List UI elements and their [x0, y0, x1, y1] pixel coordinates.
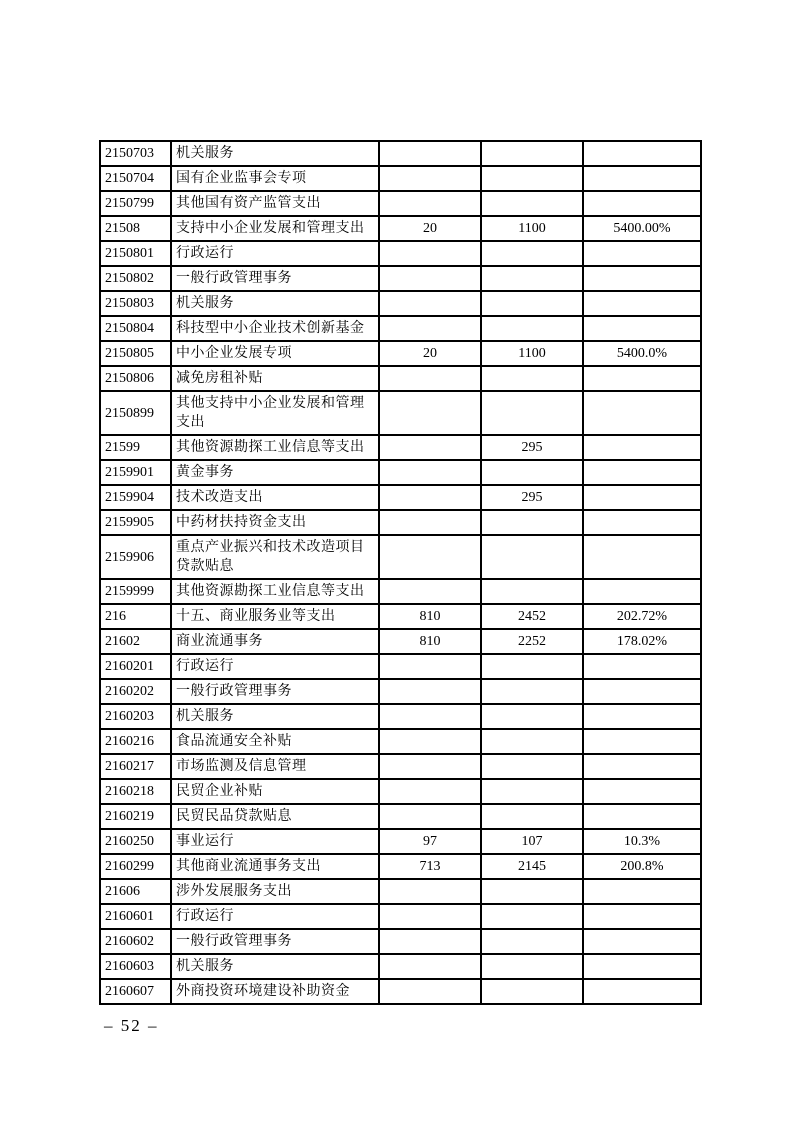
- table-row: [100, 704, 701, 729]
- cell-value-1: [379, 954, 481, 979]
- cell-name: 国有企业监事会专项: [171, 166, 379, 191]
- cell-code: 216: [100, 604, 171, 629]
- cell-code: 2150802: [100, 266, 171, 291]
- cell-value-1: [379, 535, 481, 579]
- cell-name: 其他国有资产监管支出: [171, 191, 379, 216]
- cell-percent: [583, 435, 701, 460]
- cell-value-2: [481, 754, 583, 779]
- cell-value-2: [481, 291, 583, 316]
- cell-value-1: [379, 929, 481, 954]
- cell-percent: [583, 460, 701, 485]
- cell-value-1: [379, 729, 481, 754]
- cell-percent: [583, 879, 701, 904]
- cell-name: 一般行政管理事务: [171, 929, 379, 954]
- cell-name: 行政运行: [171, 241, 379, 266]
- cell-value-1: 810: [379, 629, 481, 654]
- cell-value-2: [481, 804, 583, 829]
- cell-value-2: 1100: [481, 216, 583, 241]
- cell-percent: [583, 804, 701, 829]
- cell-value-1: [379, 510, 481, 535]
- cell-percent: [583, 191, 701, 216]
- cell-name: 商业流通事务: [171, 629, 379, 654]
- cell-value-1: 20: [379, 341, 481, 366]
- cell-value-2: [481, 460, 583, 485]
- cell-name: 其他支持中小企业发展和管理支出: [171, 391, 379, 435]
- cell-percent: [583, 754, 701, 779]
- cell-value-1: 810: [379, 604, 481, 629]
- cell-value-2: [481, 654, 583, 679]
- cell-percent: [583, 241, 701, 266]
- table-row: [100, 804, 701, 829]
- cell-percent: [583, 535, 701, 579]
- cell-percent: [583, 510, 701, 535]
- cell-name: 一般行政管理事务: [171, 266, 379, 291]
- cell-name: 中小企业发展专项: [171, 341, 379, 366]
- cell-code: 2150803: [100, 291, 171, 316]
- cell-percent: [583, 579, 701, 604]
- table-row: [100, 879, 701, 904]
- cell-percent: [583, 904, 701, 929]
- cell-code: 21599: [100, 435, 171, 460]
- table-row: [100, 654, 701, 679]
- cell-value-2: [481, 929, 583, 954]
- table-row: [100, 435, 701, 460]
- cell-code: 2160601: [100, 904, 171, 929]
- cell-code: 2160201: [100, 654, 171, 679]
- cell-value-1: [379, 979, 481, 1004]
- cell-name: 行政运行: [171, 904, 379, 929]
- cell-name: 行政运行: [171, 654, 379, 679]
- cell-code: 2160216: [100, 729, 171, 754]
- cell-value-1: [379, 704, 481, 729]
- table-row: [100, 854, 701, 879]
- cell-percent: 202.72%: [583, 604, 701, 629]
- cell-name: 涉外发展服务支出: [171, 879, 379, 904]
- cell-code: 2160203: [100, 704, 171, 729]
- table-row: [100, 460, 701, 485]
- cell-name: 减免房租补贴: [171, 366, 379, 391]
- cell-name: 民贸企业补贴: [171, 779, 379, 804]
- cell-name: 机关服务: [171, 291, 379, 316]
- cell-value-2: 2452: [481, 604, 583, 629]
- cell-name: 机关服务: [171, 954, 379, 979]
- cell-value-1: [379, 291, 481, 316]
- cell-code: 2160603: [100, 954, 171, 979]
- cell-percent: [583, 141, 701, 166]
- cell-code: 2160219: [100, 804, 171, 829]
- cell-value-2: 295: [481, 485, 583, 510]
- cell-percent: [583, 266, 701, 291]
- cell-value-1: [379, 679, 481, 704]
- page-number: – 52 –: [104, 1016, 159, 1035]
- cell-name: 机关服务: [171, 704, 379, 729]
- cell-code: 2150704: [100, 166, 171, 191]
- cell-value-2: 2252: [481, 629, 583, 654]
- cell-value-2: 295: [481, 435, 583, 460]
- cell-value-2: 107: [481, 829, 583, 854]
- cell-value-2: [481, 391, 583, 435]
- cell-name: 其他商业流通事务支出: [171, 854, 379, 879]
- cell-value-1: [379, 779, 481, 804]
- cell-code: 2160202: [100, 679, 171, 704]
- cell-value-1: [379, 460, 481, 485]
- cell-value-1: [379, 241, 481, 266]
- cell-value-1: [379, 485, 481, 510]
- cell-value-1: [379, 754, 481, 779]
- cell-code: 2150805: [100, 341, 171, 366]
- table-row: [100, 535, 701, 579]
- table-row: [100, 241, 701, 266]
- cell-value-1: [379, 366, 481, 391]
- cell-code: 21508: [100, 216, 171, 241]
- cell-value-2: [481, 579, 583, 604]
- cell-value-2: 2145: [481, 854, 583, 879]
- cell-code: 2160218: [100, 779, 171, 804]
- cell-percent: [583, 729, 701, 754]
- cell-code: 21606: [100, 879, 171, 904]
- table-row: [100, 366, 701, 391]
- cell-code: 2150801: [100, 241, 171, 266]
- cell-value-1: 713: [379, 854, 481, 879]
- table-row: [100, 266, 701, 291]
- table-row: [100, 629, 701, 654]
- cell-value-1: [379, 904, 481, 929]
- cell-percent: 10.3%: [583, 829, 701, 854]
- cell-value-1: [379, 141, 481, 166]
- table-row: [100, 166, 701, 191]
- cell-code: 2160299: [100, 854, 171, 879]
- cell-name: 其他资源勘探工业信息等支出: [171, 579, 379, 604]
- cell-value-1: [379, 879, 481, 904]
- cell-name: 十五、商业服务业等支出: [171, 604, 379, 629]
- cell-percent: [583, 979, 701, 1004]
- cell-code: 2150804: [100, 316, 171, 341]
- cell-code: 2160607: [100, 979, 171, 1004]
- cell-value-1: [379, 579, 481, 604]
- cell-name: 其他资源勘探工业信息等支出: [171, 435, 379, 460]
- cell-value-1: [379, 804, 481, 829]
- cell-name: 外商投资环境建设补助资金: [171, 979, 379, 1004]
- cell-percent: [583, 316, 701, 341]
- table-row: [100, 729, 701, 754]
- cell-percent: [583, 291, 701, 316]
- cell-code: 2150899: [100, 391, 171, 435]
- table-row: [100, 829, 701, 854]
- cell-percent: [583, 704, 701, 729]
- cell-code: 2160602: [100, 929, 171, 954]
- cell-percent: [583, 779, 701, 804]
- cell-name: 一般行政管理事务: [171, 679, 379, 704]
- cell-value-1: [379, 316, 481, 341]
- table-row: [100, 191, 701, 216]
- cell-value-2: [481, 704, 583, 729]
- cell-value-2: [481, 166, 583, 191]
- table-row: [100, 510, 701, 535]
- cell-name: 中药材扶持资金支出: [171, 510, 379, 535]
- cell-percent: [583, 654, 701, 679]
- table-row: [100, 291, 701, 316]
- cell-value-1: [379, 391, 481, 435]
- table-row: [100, 754, 701, 779]
- cell-value-2: [481, 141, 583, 166]
- cell-name: 科技型中小企业技术创新基金: [171, 316, 379, 341]
- table-row: [100, 954, 701, 979]
- cell-percent: [583, 366, 701, 391]
- cell-value-2: [481, 510, 583, 535]
- table-row: [100, 216, 701, 241]
- cell-code: 2150703: [100, 141, 171, 166]
- cell-value-1: [379, 435, 481, 460]
- table-row: [100, 391, 701, 435]
- cell-value-2: [481, 316, 583, 341]
- cell-value-1: 97: [379, 829, 481, 854]
- cell-value-2: [481, 266, 583, 291]
- cell-value-2: [481, 879, 583, 904]
- cell-name: 民贸民品贷款贴息: [171, 804, 379, 829]
- cell-value-2: [481, 366, 583, 391]
- cell-percent: [583, 954, 701, 979]
- cell-percent: 178.02%: [583, 629, 701, 654]
- table-row: [100, 341, 701, 366]
- cell-value-2: [481, 729, 583, 754]
- cell-percent: 5400.00%: [583, 216, 701, 241]
- table-row: [100, 485, 701, 510]
- cell-value-1: [379, 191, 481, 216]
- table-row: [100, 679, 701, 704]
- cell-code: 2159904: [100, 485, 171, 510]
- table-row: [100, 141, 701, 166]
- cell-name: 黄金事务: [171, 460, 379, 485]
- cell-value-2: [481, 679, 583, 704]
- cell-value-2: [481, 954, 583, 979]
- cell-value-2: [481, 535, 583, 579]
- cell-name: 机关服务: [171, 141, 379, 166]
- table-row: [100, 929, 701, 954]
- cell-percent: [583, 485, 701, 510]
- budget-table: [99, 140, 702, 1005]
- cell-name: 食品流通安全补贴: [171, 729, 379, 754]
- cell-code: 21602: [100, 629, 171, 654]
- cell-value-1: 20: [379, 216, 481, 241]
- cell-value-2: [481, 979, 583, 1004]
- cell-code: 2159901: [100, 460, 171, 485]
- cell-value-2: [481, 191, 583, 216]
- cell-code: 2159999: [100, 579, 171, 604]
- cell-percent: [583, 679, 701, 704]
- cell-value-1: [379, 654, 481, 679]
- cell-code: 2150799: [100, 191, 171, 216]
- table-row: [100, 604, 701, 629]
- cell-percent: [583, 391, 701, 435]
- cell-code: 2159906: [100, 535, 171, 579]
- cell-code: 2159905: [100, 510, 171, 535]
- cell-name: 事业运行: [171, 829, 379, 854]
- cell-percent: 5400.0%: [583, 341, 701, 366]
- cell-name: 支持中小企业发展和管理支出: [171, 216, 379, 241]
- cell-code: 2150806: [100, 366, 171, 391]
- cell-value-2: 1100: [481, 341, 583, 366]
- cell-value-2: [481, 779, 583, 804]
- table-row: [100, 579, 701, 604]
- cell-code: 2160250: [100, 829, 171, 854]
- table-row: [100, 779, 701, 804]
- cell-percent: [583, 929, 701, 954]
- cell-value-1: [379, 166, 481, 191]
- cell-name: 市场监测及信息管理: [171, 754, 379, 779]
- cell-value-1: [379, 266, 481, 291]
- cell-code: 2160217: [100, 754, 171, 779]
- cell-value-2: [481, 904, 583, 929]
- cell-percent: [583, 166, 701, 191]
- cell-percent: 200.8%: [583, 854, 701, 879]
- cell-name: 技术改造支出: [171, 485, 379, 510]
- table-row: [100, 979, 701, 1004]
- table-row: [100, 316, 701, 341]
- table-row: [100, 904, 701, 929]
- cell-name: 重点产业振兴和技术改造项目贷款贴息: [171, 535, 379, 579]
- cell-value-2: [481, 241, 583, 266]
- budget-table-body: [100, 141, 701, 1004]
